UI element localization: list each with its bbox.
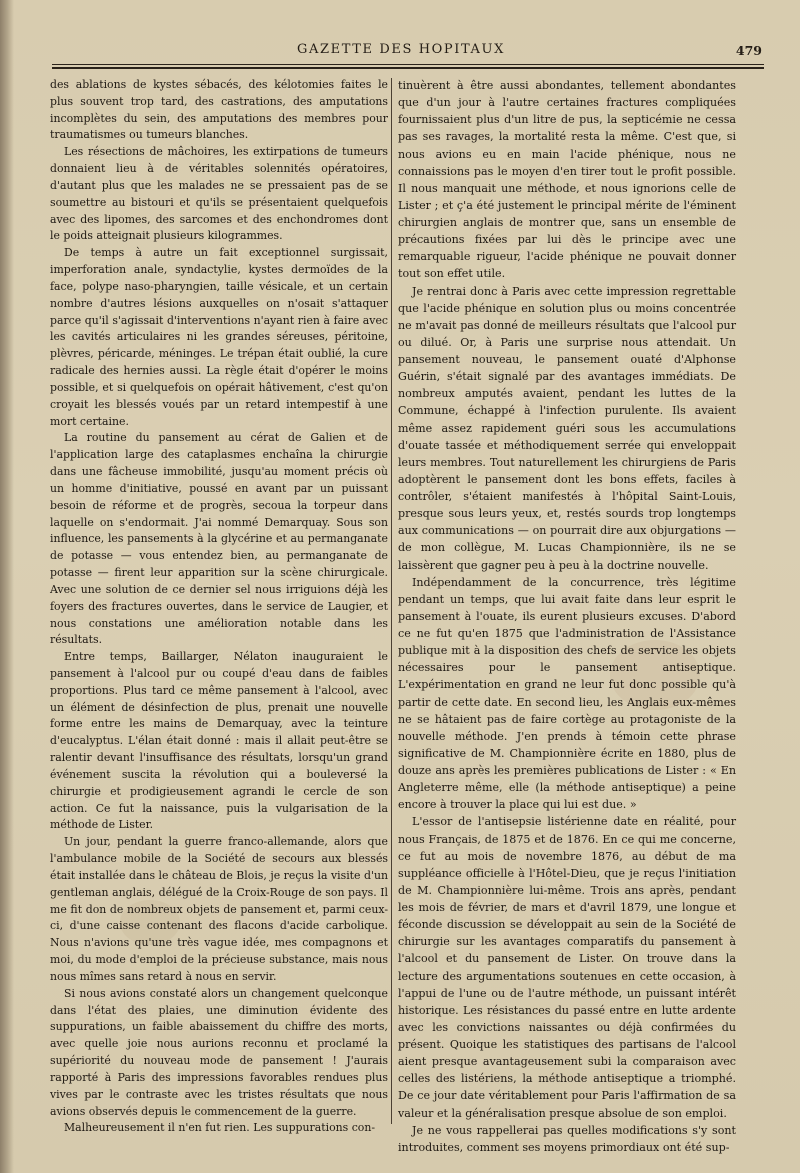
paragraph: L'essor de l'antisepsie listérienne date en réalité, pour nous Français, de 1875 et de 1876. En ce qui me concerne, ce fut au mois de novembre 1876, au début de ma suppléance officielle à l'Hôtel-Dieu, que je reçus l'initiation de M. Championnière lui-même. Trois ans après, pendant les mois de février, de mars et d'avril 1879, une longue et féconde discussion se développait au sein de la Société de chirurgie sur les avantages comparatifs du pansement à l'alcool et du pansement de Lister. On trouve dans la lecture des argumentations soutenues en cette occasion, à l'appui de l'une ou de l'autre méthode, un puissant intérêt historique. Les résistances du passé entre en lutte ardente avec les convictions naissantes ou déjà confirmées du présent. Quoique les statistiques des partisans de l'alcool aient presque avantageusement subi la comparaison avec celles des listériens, la méthode antiseptique a triomphé. De ce jour date véritablement pour Paris l'affirmation de sa valeur et la généralisation presque absolue de son emploi.	[398, 815, 736, 1120]
paragraph: Je ne vous rappellerai pas quelles modifications s'y sont introduites, comment ses moyens primordiaux ont été sup-	[398, 1123, 736, 1154]
left-column	[50, 77, 388, 1137]
page-number: 479	[735, 43, 762, 58]
journal-title: GAZETTE DES HOPITAUX	[297, 42, 505, 57]
page-header	[30, 34, 772, 64]
paragraph: Malheureusement il n'en fut rien. Les suppurations con-	[64, 1121, 376, 1135]
paragraph: des ablations de kystes sébacés, des kélotomies faites le plus souvent trop tard, des castrations, des amputations incomplètes du sein, des amputations des membres pour traumatismes ou tumeurs blanches.	[50, 78, 388, 142]
paragraph: Indépendamment de la concurrence, très légitime pendant un temps, que lui avait faite dans leur esprit le pansement à l'ouate, ils eurent plusieurs excuses. D'abord ce ne fut qu'en 1875 que l'administration de l'Assistance publique mit à la disposition des chefs de service les objets nécessaires pour le pansement antiseptique. L'expérimentation en grand ne leur fut donc possible qu'à partir de cette date. En second lieu, les Anglais eux-mêmes ne se hâtaient pas de faire cortège au protagoniste de la nouvelle méthode. J'en prends à témoin cette phrase significative de M. Championnière écrite en 1880, plus de douze ans après les premières publications de Lister : « En Angleterre même, elle (la méthode antiseptique) a peine encore à trouver la place qui lui est due. »	[398, 575, 736, 812]
paragraph: Si nous avions constaté alors un changement quelconque dans l'état des plaies, une diminution évidente des suppurations, un faible abaissement du chiffre des morts, avec quelle joie nous aurions reconnu et proclamé la supériorité du nouveau mode de pansement ! J'aurais rapporté à Paris des impressions favorables rendues plus vives par le contraste avec les tristes résultats que nous avions observés depuis le commencement de la guerre.	[50, 986, 388, 1118]
paragraph: Entre temps, Baillarger, Nélaton inauguraient le pansement à l'alcool pur ou coupé d'eau dans de faibles proportions. Plus tard ce même pansement à l'alcool, avec un élément de désinfection de plus, prenait une nouvelle forme entre les mains de Demarquay, avec la teinture d'eucalyptus. L'élan était donné : mais il allait peut-être se ralentir devant l'insuffisance des résultats, lorsqu'un grand événement suscita la révolution qui a bouleversé la chirurgie et prodigieusement agrandi le cercle de son action. Ce fut la naissance, puis la vulgarisation de la méthode de Lister.	[50, 650, 388, 832]
header-rule	[52, 64, 764, 65]
paragraph: Je rentrai donc à Paris avec cette impression regrettable que l'acide phénique en solution plus ou moins concentrée ne m'avait pas donné de meilleurs résultats que l'alcool pur ou dilué. Or, à Paris une surprise nous attendait. Un pansement nouveau, le pansement ouaté d'Alphonse Guérin, s'était signalé par des avantages immédiats. De nombreux amputés avaient, pendant les luttes de la Commune, échappé à l'infection purulente. Ils avaient même assez rapidement guéri sous les accumulations d'ouate tassée et méthodiquement serrée qui enveloppait leurs membres. Tout naturellement les chirurgiens de Paris adoptèrent le pansement dont les bons effets, faciles à contrôler, s'étaient manifestés à l'hôpital Saint-Louis, presque sous leurs yeux, et, restés sourds trop longtemps aux communications — on pourrait dire aux objurgations — de mon collègue, M. Lucas Championnière, ils ne se laissèrent que gagner peu à peu à la doctrine nouvelle.	[398, 284, 736, 572]
paragraph: tinuèrent à être aussi abondantes, tellement abondantes que d'un jour à l'autre certaines fractures compliquées fournissaient plus d'un litre de pus, la septicémie ne cessa pas ses ravages, la mortalité resta la même. C'est que, si nous avions eu en main l'acide phénique, nous ne connaissions pas le moyen d'en tirer tout le profit possible. Il nous manquait une méthode, et nous ignorions celle de Lister ; et ç'a été justement le principal mérite de l'éminent chirurgien anglais de montrer que, sans un ensemble de précautions fixées par lui dès le principe avec une remarquable rigueur, l'acide phénique ne pouvait donner tout son effet utile.	[398, 79, 736, 281]
binding-shadow	[0, 0, 14, 1173]
paragraph: De temps à autre un fait exceptionnel surgissait, imperforation anale, syndactylie, kystes dermoïdes de la face, polype naso-pharyngien, taille vésicale, et un certain nombre d'autres lésions auxquelles on n'osait s'attaquer parce qu'il s'agissait d'interventions n'ayant rien à faire avec les cavités articulaires ni les grandes séreuses, péritoine, plèvres, péricarde, méninges. Le trépan était oublié, la cure radicale des hernies aussi. La règle était d'opérer le moins possible, et si quelquefois on opérait hâtivement, c'est qu'on croyait les blessés voués par un retard intempestif à une mort certaine.	[50, 246, 388, 428]
paragraph: La routine du pansement au cérat de Galien et de l'application large des cataplasmes enchaîna la chirurgie dans une fâcheuse immobilité, jusqu'au moment précis où un homme d'initiative, poussé en avant par un puissant besoin de réforme et de progrès, secoua la torpeur dans laquelle on s'endormait. J'ai nommé Demarquay. Sous son influence, les pansements à la glycérine et au permanganate de potasse — vous entendez bien, au permanganate de potasse — firent leur apparition sur la scène chirurgicale. Avec une solution de ce dernier sel nous irriguions déjà les foyers des fractures ouvertes, dans le service de Laugier, et nous constations une amélioration notable dans les résultats.	[50, 431, 388, 647]
header-rule-thick	[52, 67, 764, 69]
column-divider	[391, 78, 392, 1124]
right-column	[398, 77, 736, 1156]
paragraph: Un jour, pendant la guerre franco-allemande, alors que l'ambulance mobile de la Société de secours aux blessés était installée dans le château de Blois, je reçus la visite d'un gentleman anglais, délégué de la Croix-Rouge de son pays. Il me fit don de nombreux objets de pansement et, parmi ceux-ci, d'une caisse contenant des flacons d'acide carbolique. Nous n'avions qu'une très vague idée, mes compagnons et moi, du mode d'emploi de la précieuse substance, mais nous nous mîmes sans retard à nous en servir.	[50, 835, 388, 983]
paragraph: Les résections de mâchoires, les extirpations de tumeurs donnaient lieu à de véritables solennités opératoires, d'autant plus que les malades ne se pressaient pas de se soumettre au bistouri et qu'ils se présentaient quelquefois avec des lipomes, des sarcomes et des enchondromes dont le poids atteignait plusieurs kilogrammes.	[50, 145, 388, 243]
